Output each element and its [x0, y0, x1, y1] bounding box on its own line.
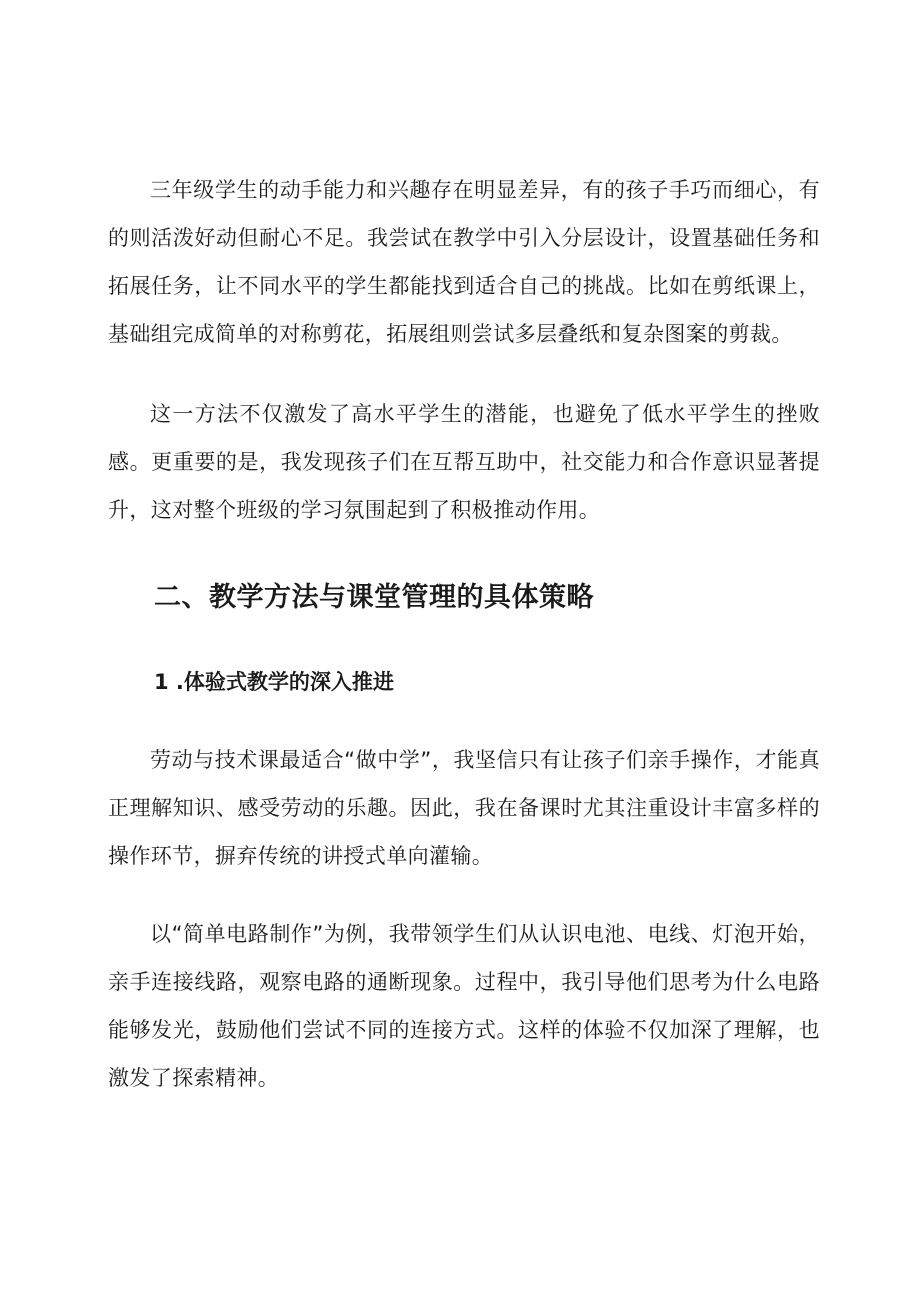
paragraph-differentiated-tasks: 三年级学生的动手能力和兴趣存在明显差异，有的孩子手巧而细心，有的则活泼好动但耐心不足。我尝试在教学中引入分层设计，设置基础任务和拓展任务，让不同水平的学生都能找到适合自己的挑战。比如在剪纸课上，基础组完成简单的对称剪花，拓展组则尝试多层叠纸和复杂图案的剪裁。: [108, 178, 820, 346]
subsection-heading: 1 .体验式教学的深入推进: [154, 670, 394, 694]
paragraph-learning-by-doing: 劳动与技术课最适合“做中学”，我坚信只有让孩子们亲手操作，才能真正理解知识、感受劳动的乐趣。因此，我在备课时尤其注重设计丰富多样的操作环节，摒弃传统的讲授式单向灌输。: [108, 748, 820, 868]
paragraph-effects: 这一方法不仅激发了高水平学生的潜能，也避免了低水平学生的挫败感。更重要的是，我发现孩子们在互帮互助中，社交能力和合作意识显著提升，这对整个班级的学习氛围起到了积极推动作用。: [108, 402, 820, 522]
paragraph-circuit-example: 以“简单电路制作”为例，我带领学生们从认识电池、电线、灯泡开始，亲手连接线路，观察电路的通断现象。过程中，我引导他们思考为什么电路能够发光，鼓励他们尝试不同的连接方式。这样的体验不仅加深了理解，也激发了探索精神。: [108, 922, 820, 1090]
section-heading: 二、教学方法与课堂管理的具体策略: [154, 582, 594, 613]
document-body: [108, 166, 820, 1102]
